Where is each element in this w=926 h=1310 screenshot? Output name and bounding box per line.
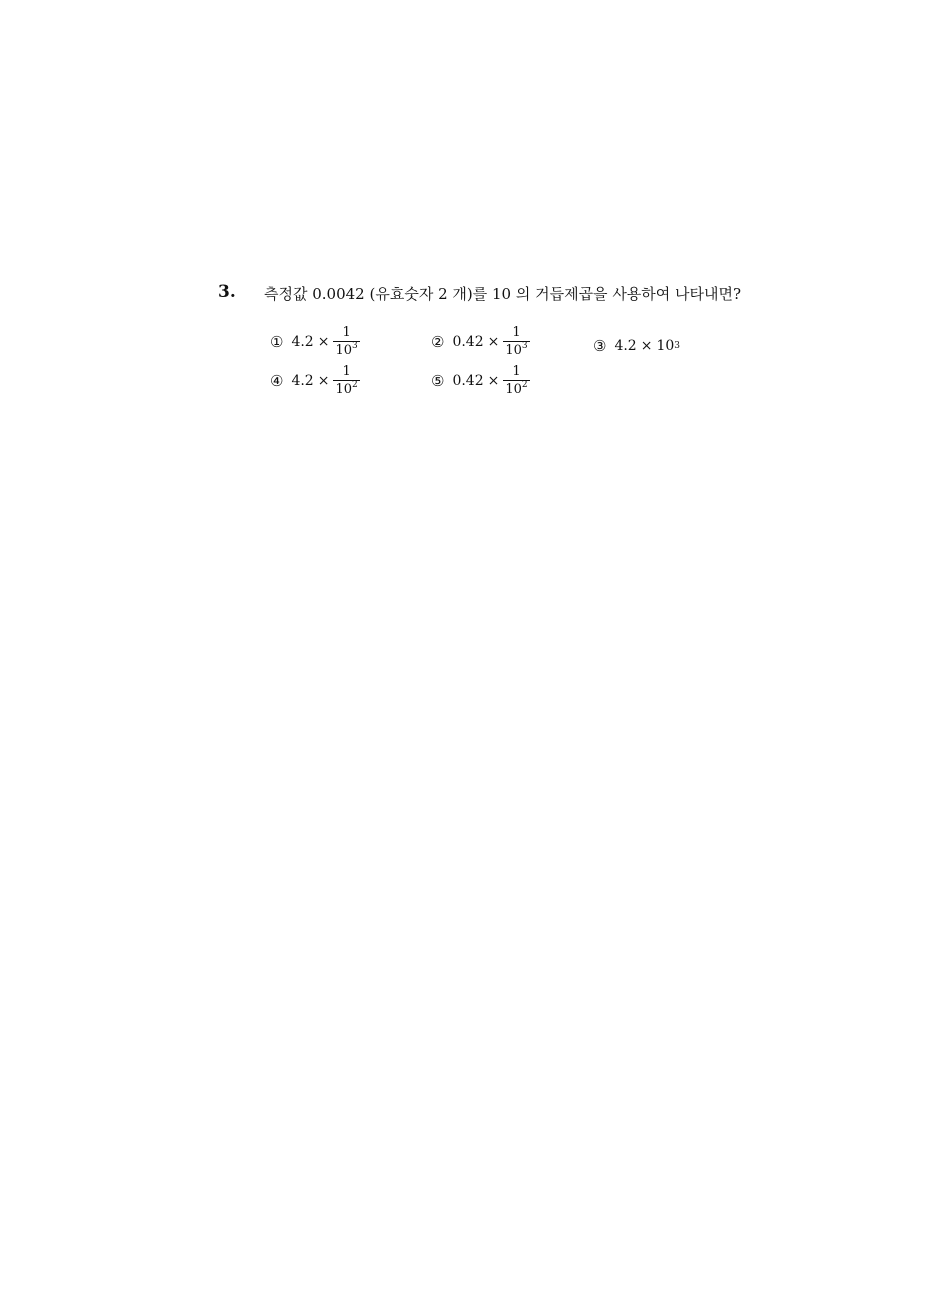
times-sign: ×	[317, 333, 330, 350]
choice-coefficient: 4.2	[614, 338, 637, 354]
power-base: 10	[335, 382, 352, 397]
power-base: 10	[656, 338, 675, 354]
fraction	[333, 365, 359, 396]
fraction	[503, 365, 529, 396]
choice-3[interactable]: ③ 4.2 × 10 3	[593, 337, 681, 355]
fraction-numerator: 1	[512, 325, 521, 340]
power-base: 10	[505, 343, 522, 358]
fraction-denominator	[503, 342, 529, 357]
question-text: 측정값 0.0042 (유효숫자 2 개)를 10 의 거듭제곱을 사용하여 나타내면?	[264, 285, 742, 303]
choice-marker: ③	[593, 337, 607, 355]
power-base: 10	[335, 343, 352, 358]
fraction-numerator: 1	[342, 325, 351, 340]
fraction	[503, 326, 529, 357]
power-exponent: 2	[521, 380, 528, 390]
fraction-denominator	[333, 381, 359, 396]
choice-4[interactable]	[270, 365, 360, 396]
choice-coefficient: 4.2	[291, 333, 314, 350]
choice-coefficient: 4.2	[291, 372, 314, 389]
fraction-denominator	[503, 381, 529, 396]
choice-marker: ⑤	[431, 371, 445, 390]
choice-coefficient: 0.42	[452, 333, 484, 350]
times-sign: ×	[487, 372, 500, 389]
choice-5[interactable]	[431, 365, 530, 396]
times-sign: ×	[640, 338, 653, 354]
times-sign: ×	[487, 333, 500, 350]
power-exponent: 3	[352, 341, 358, 351]
power-base: 10	[505, 382, 522, 397]
choice-marker: ④	[270, 371, 284, 390]
choice-marker: ②	[431, 332, 445, 351]
times-sign: ×	[317, 372, 330, 389]
fraction-numerator: 1	[342, 364, 351, 379]
power-exponent: 2	[352, 380, 358, 390]
question-number: 3.	[218, 282, 236, 302]
fraction-denominator	[333, 342, 359, 357]
choice-marker: ①	[270, 332, 284, 351]
power-exponent: 3	[521, 341, 528, 351]
fraction-numerator: 1	[512, 364, 521, 379]
choice-1[interactable]	[270, 326, 360, 357]
choice-2[interactable]	[431, 326, 530, 357]
fraction	[333, 326, 359, 357]
choice-coefficient: 0.42	[452, 372, 484, 389]
